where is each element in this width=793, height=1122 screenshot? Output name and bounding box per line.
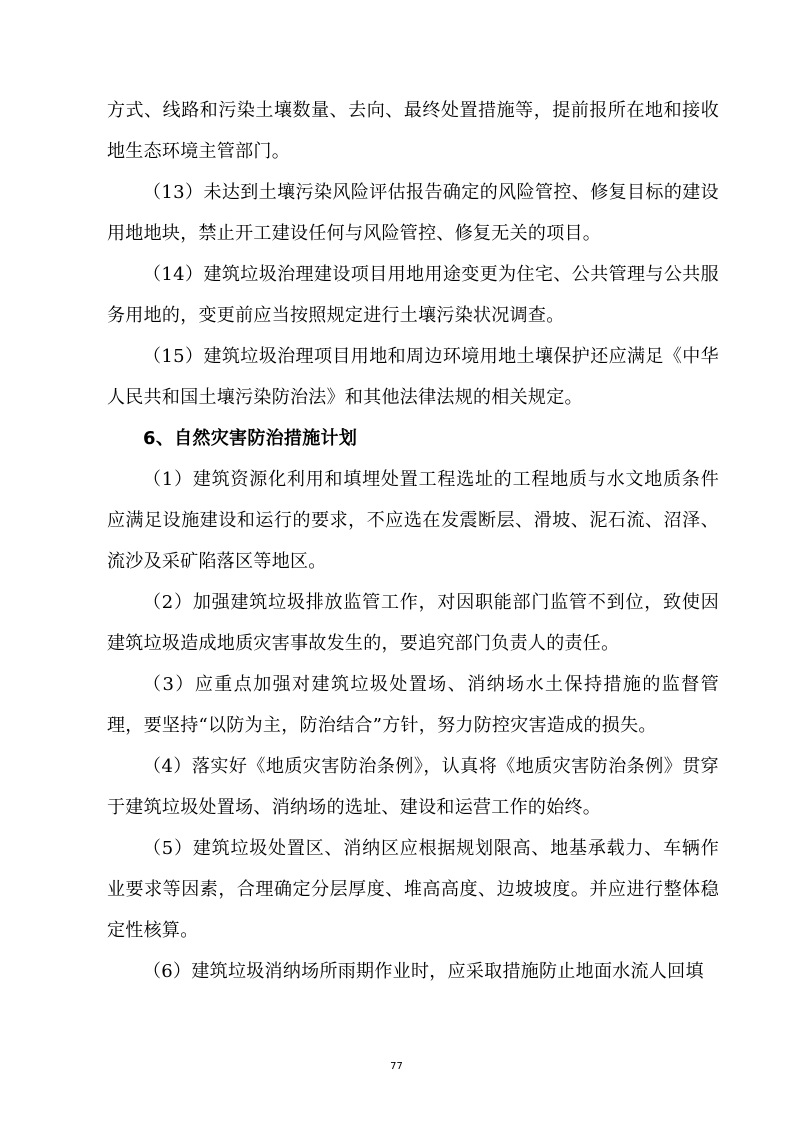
paragraph-item-6: （6）建筑垃圾消纳场所雨期作业时，应采取措施防止地面水流人回填 (143, 961, 704, 982)
paragraph-item-15: （15）建筑垃圾治理项目用地和周边环境用地土壤保护还应满足《中华人民共和国土壤污染防治法》和其他法律法规的相关规定。 (107, 346, 719, 408)
document-body (107, 90, 719, 992)
paragraph-item-2: （2）加强建筑垃圾排放监管工作，对因职能部门监管不到位，致使因建筑垃圾造成地质灾害事故发生的，要追究部门负责人的责任。 (107, 592, 719, 654)
section-heading: 6、自然灾害防治措施计划 (143, 428, 358, 449)
paragraph-continuation: 方式、线路和污染土壤数量、去向、最终处置措施等，提前报所在地和接收地生态环境主管部门。 (107, 100, 719, 162)
page-number: 77 (390, 1061, 403, 1072)
paragraph-item-1: （1）建筑资源化利用和填埋处置工程选址的工程地质与水文地质条件应满足设施建设和运行的要求，不应选在发震断层、滑坡、泥石流、沼泽、流沙及采矿陷落区等地区。 (107, 469, 719, 572)
paragraph-item-4: （4）落实好《地质灾害防治条例》，认真将《地质灾害防治条例》贯穿于建筑垃圾处置场、消纳场的选址、建设和运营工作的始终。 (107, 756, 719, 818)
paragraph-item-14: （14）建筑垃圾治理建设项目用地用途变更为住宅、公共管理与公共服务用地的，变更前应当按照规定进行土壤污染状况调查。 (107, 264, 719, 326)
paragraph-item-5: （5）建筑垃圾处置区、消纳区应根据规划限高、地基承载力、车辆作业要求等因素，合理确定分层厚度、堆高高度、边坡坡度。并应进行整体稳定性核算。 (107, 838, 719, 941)
paragraph-item-3: （3）应重点加强对建筑垃圾处置场、消纳场水土保持措施的监督管理，要坚持“以防为主，防治结合”方针，努力防控灾害造成的损失。 (107, 674, 719, 736)
paragraph-item-13: （13）未达到土壤污染风险评估报告确定的风险管控、修复目标的建设用地地块，禁止开工建设任何与风险管控、修复无关的项目。 (107, 182, 719, 244)
